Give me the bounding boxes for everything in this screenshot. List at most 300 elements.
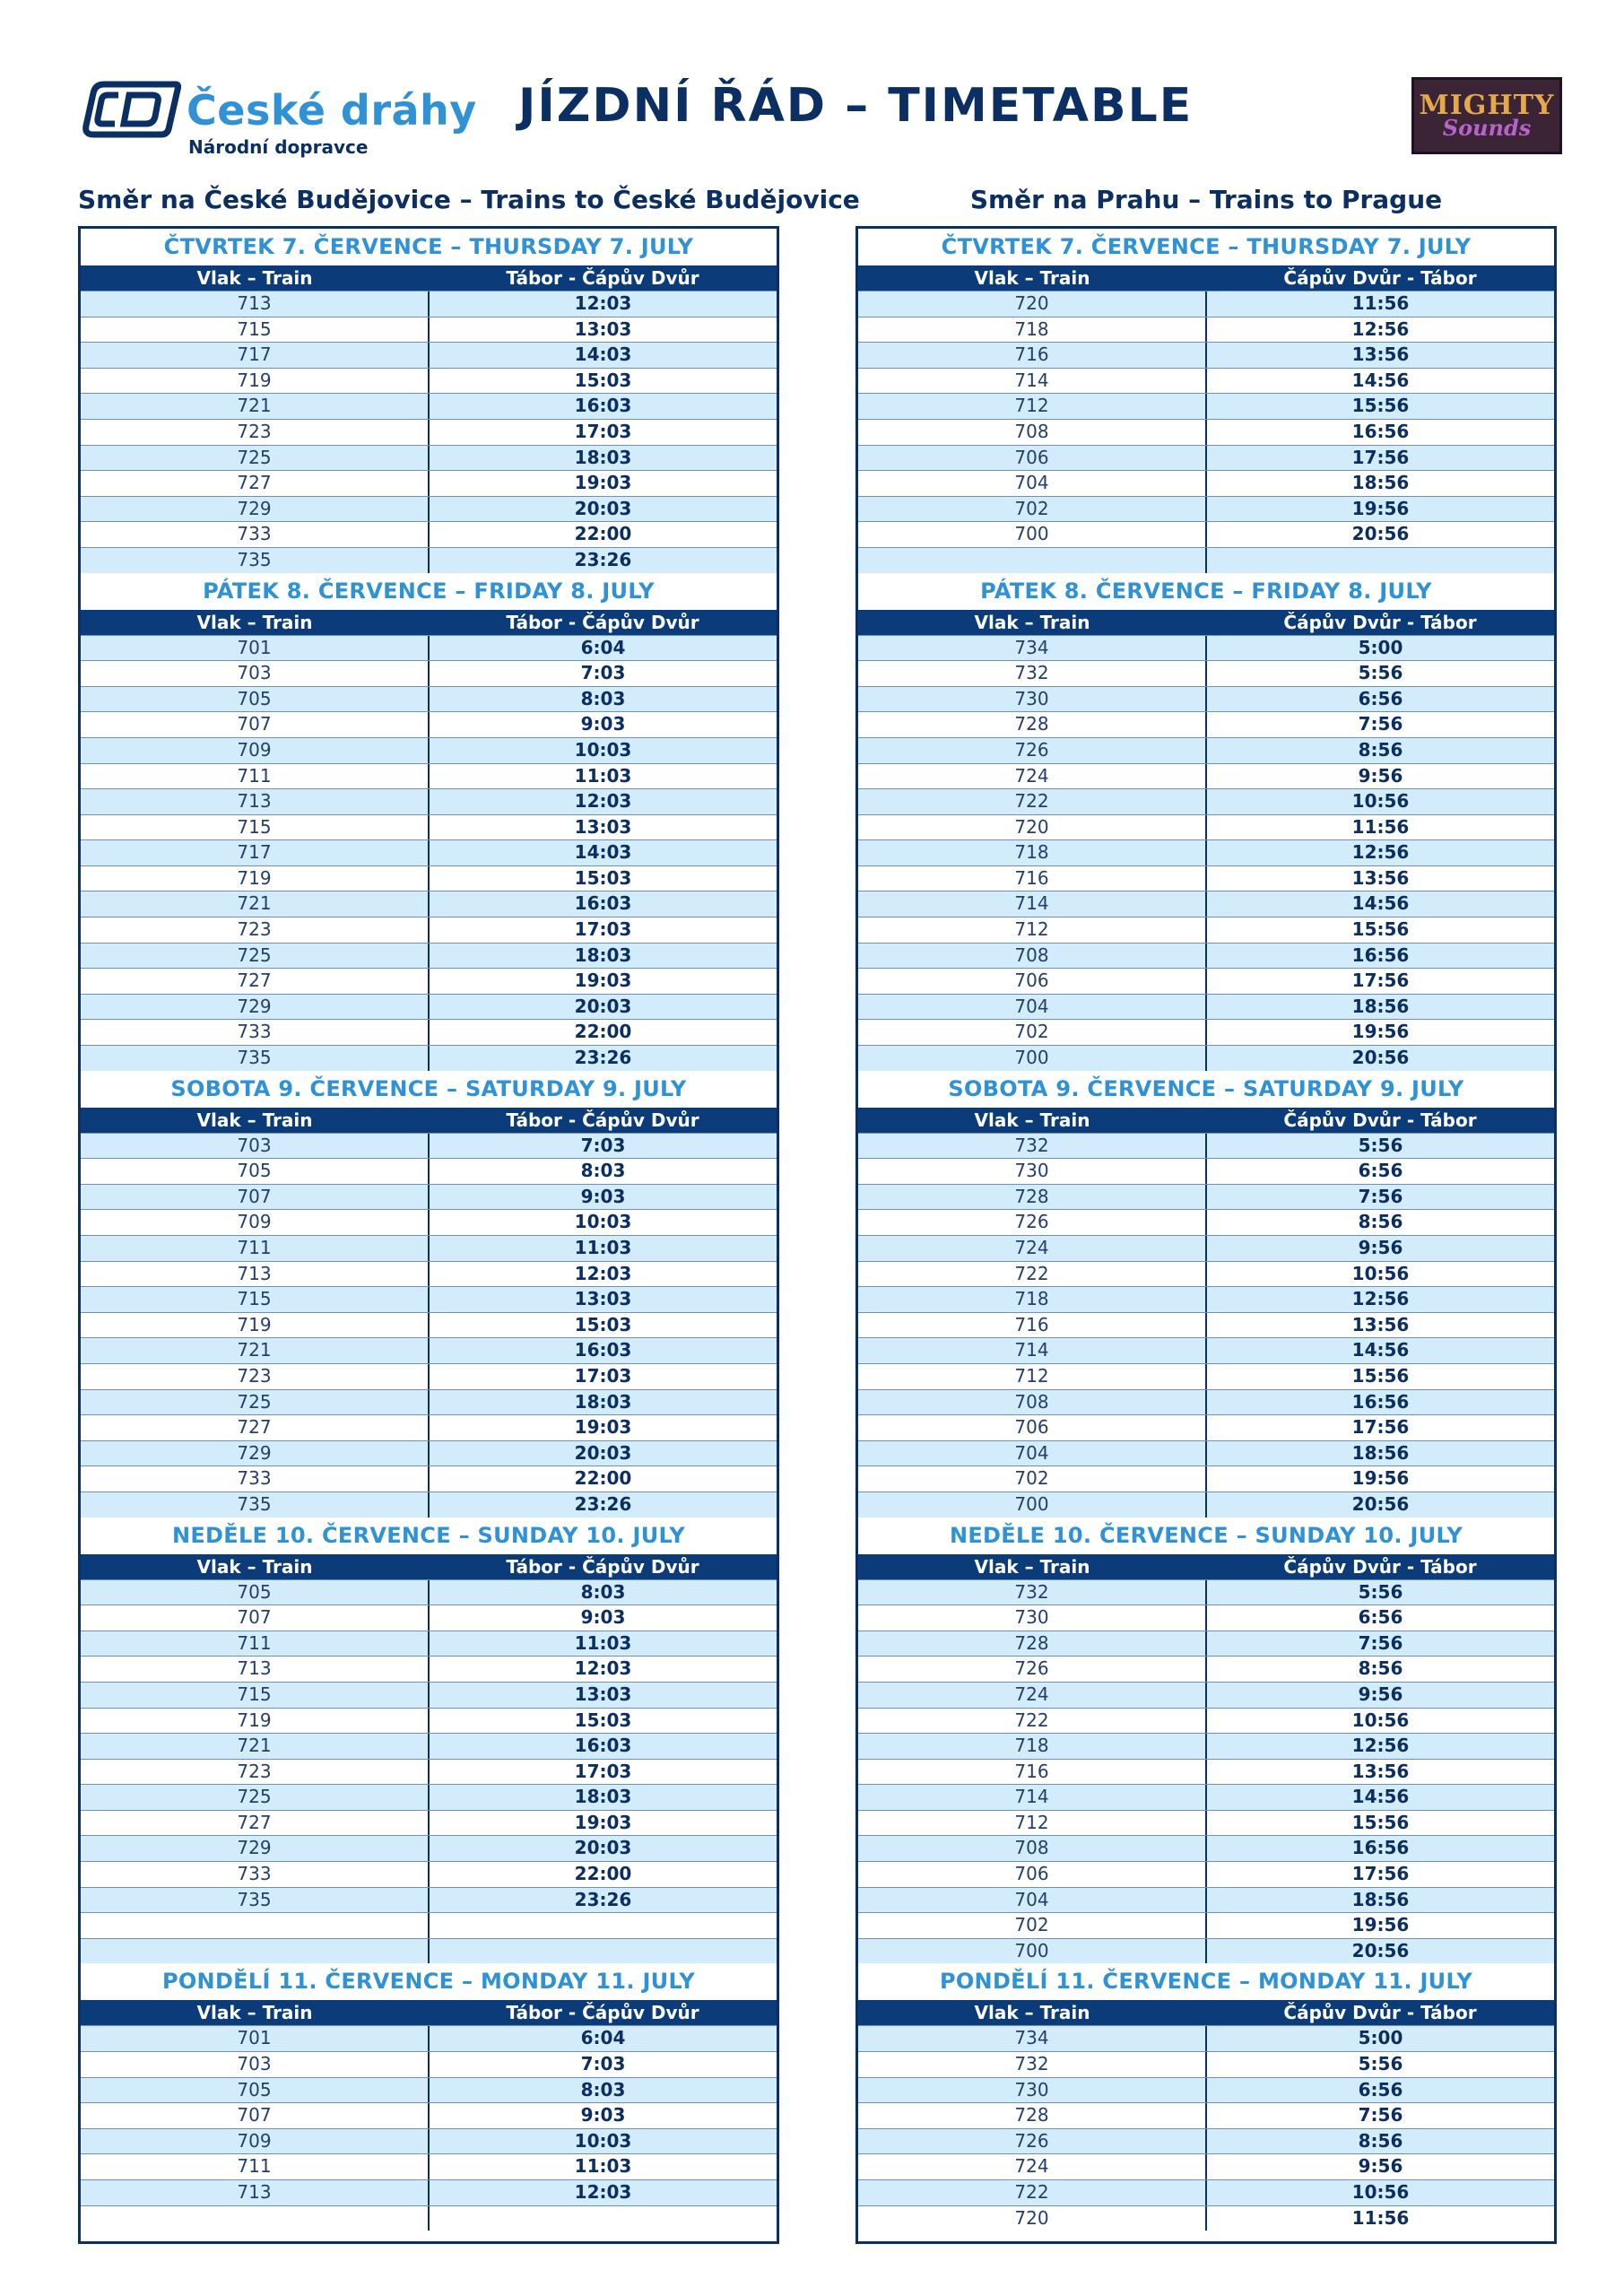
table-row bbox=[858, 788, 1554, 814]
table-row bbox=[81, 763, 777, 789]
table-row bbox=[858, 711, 1554, 737]
day-section bbox=[81, 229, 777, 573]
table-row bbox=[858, 1019, 1554, 1045]
departure-time: 15:03 bbox=[574, 369, 632, 391]
direction-right-title: Směr na Prahu – Trains to Prague bbox=[969, 185, 1443, 214]
departure-time: 7:56 bbox=[1358, 713, 1403, 735]
table-row bbox=[81, 2205, 777, 2231]
train-number: 725 bbox=[81, 944, 430, 969]
departure-time: 22:00 bbox=[574, 1021, 632, 1043]
departure-time: 14:56 bbox=[1351, 892, 1410, 915]
table-row bbox=[81, 943, 777, 969]
page-title: JÍZDNÍ ŘÁD – TIMETABLE bbox=[518, 79, 1194, 133]
header-route: Čápův Dvůr - Tábor bbox=[1283, 611, 1477, 633]
train-number: 712 bbox=[858, 918, 1207, 943]
departure-time: 19:56 bbox=[1351, 1021, 1410, 1043]
train-number: 711 bbox=[81, 1236, 430, 1261]
train-number: 708 bbox=[858, 944, 1207, 969]
table-row bbox=[858, 943, 1554, 969]
train-number: 702 bbox=[858, 1020, 1207, 1045]
departure-time: 15:56 bbox=[1351, 395, 1410, 417]
departure-time: 12:03 bbox=[574, 292, 632, 314]
table-row bbox=[81, 393, 777, 419]
departure-time: 7:03 bbox=[580, 662, 626, 684]
departure-time: 18:03 bbox=[574, 1786, 632, 1808]
train-number: 700 bbox=[858, 522, 1207, 547]
train-number: 728 bbox=[858, 1631, 1207, 1657]
table-row bbox=[858, 1579, 1554, 1605]
train-number: 724 bbox=[858, 1236, 1207, 1261]
departure-time: 13:56 bbox=[1351, 1760, 1410, 1782]
train-number: 708 bbox=[858, 1836, 1207, 1861]
table-row bbox=[81, 1912, 777, 1938]
train-number: 704 bbox=[858, 1888, 1207, 1913]
train-number: 703 bbox=[81, 2052, 430, 2077]
table-row bbox=[81, 737, 777, 763]
train-number: 705 bbox=[81, 1159, 430, 1184]
table-row bbox=[858, 2128, 1554, 2154]
train-number: 713 bbox=[81, 1262, 430, 1287]
table-row bbox=[81, 419, 777, 445]
departure-time: 5:56 bbox=[1358, 1134, 1403, 1156]
day-title: NEDĚLE 10. ČERVENCE – SUNDAY 10. JULY bbox=[949, 1522, 1463, 1548]
direction-left-title: Směr na České Budějovice – Trains to České Budějovice bbox=[78, 185, 860, 214]
departure-time bbox=[430, 2206, 777, 2231]
day-section bbox=[81, 1071, 777, 1518]
train-number: 722 bbox=[858, 2180, 1207, 2205]
header-route: Tábor - Čápův Dvůr bbox=[506, 1555, 699, 1578]
train-number: 723 bbox=[81, 1760, 430, 1785]
train-number: 730 bbox=[858, 2078, 1207, 2103]
train-number: 715 bbox=[81, 815, 430, 840]
train-number: 732 bbox=[858, 1580, 1207, 1605]
train-number: 702 bbox=[858, 1913, 1207, 1938]
festival-logo bbox=[1411, 77, 1562, 154]
table-row bbox=[81, 917, 777, 943]
table-row bbox=[858, 1887, 1554, 1913]
table-row bbox=[81, 2051, 777, 2077]
departure-time: 6:56 bbox=[1358, 687, 1403, 709]
table-row bbox=[858, 2153, 1554, 2179]
train-number: 735 bbox=[81, 1888, 430, 1913]
departure-time: 6:56 bbox=[1358, 1160, 1403, 1182]
table-row bbox=[858, 1861, 1554, 1887]
table-row bbox=[81, 1861, 777, 1887]
header-route: Tábor - Čápův Dvůr bbox=[506, 267, 699, 289]
table-row bbox=[81, 1184, 777, 1210]
departure-time: 11:03 bbox=[574, 1237, 632, 1258]
departure-time: 6:56 bbox=[1358, 2078, 1403, 2100]
train-number: 733 bbox=[81, 1862, 430, 1887]
table-row bbox=[81, 342, 777, 368]
column-header bbox=[858, 610, 1554, 635]
header-train: Vlak – Train bbox=[196, 1555, 313, 1578]
header-train: Vlak – Train bbox=[974, 1555, 1090, 1578]
train-number bbox=[81, 1913, 430, 1938]
table-row bbox=[81, 1631, 777, 1657]
train-number: 734 bbox=[858, 2026, 1207, 2051]
train-number: 715 bbox=[81, 1683, 430, 1708]
departure-time: 6:56 bbox=[1358, 1606, 1403, 1629]
train-number: 720 bbox=[858, 291, 1207, 317]
timetable-rows bbox=[858, 2025, 1554, 2231]
table-row bbox=[858, 686, 1554, 712]
departure-time: 13:03 bbox=[574, 815, 632, 838]
table-row bbox=[81, 1389, 777, 1415]
departure-time: 20:56 bbox=[1351, 1047, 1410, 1069]
train-number: 724 bbox=[858, 2154, 1207, 2179]
departure-time: 7:03 bbox=[580, 2053, 626, 2075]
train-number: 721 bbox=[81, 1734, 430, 1759]
train-number: 718 bbox=[858, 1734, 1207, 1759]
departure-time: 16:56 bbox=[1351, 420, 1410, 442]
departure-time: 16:03 bbox=[574, 1735, 632, 1757]
departure-time: 19:03 bbox=[574, 970, 632, 992]
train-number: 716 bbox=[858, 866, 1207, 891]
table-row bbox=[81, 2153, 777, 2179]
departure-time: 18:03 bbox=[574, 446, 632, 468]
festival-logo-line1: MIGHTY bbox=[1419, 90, 1555, 121]
header-train: Vlak – Train bbox=[196, 267, 313, 289]
column-header bbox=[858, 265, 1554, 291]
departure-time: 20:56 bbox=[1351, 523, 1410, 545]
table-row bbox=[81, 1682, 777, 1708]
timetable-column-left bbox=[78, 226, 779, 2244]
day-title: ČTVRTEK 7. ČERVENCE – THURSDAY 7. JULY bbox=[163, 234, 694, 259]
table-row bbox=[858, 2102, 1554, 2128]
departure-time: 19:03 bbox=[574, 472, 632, 494]
departure-time: 12:56 bbox=[1351, 1735, 1410, 1757]
day-title: PÁTEK 8. ČERVENCE – FRIDAY 8. JULY bbox=[203, 578, 655, 604]
departure-time: 20:03 bbox=[574, 995, 632, 1017]
train-number: 713 bbox=[81, 789, 430, 814]
column-header bbox=[81, 1108, 777, 1133]
departure-time: 18:03 bbox=[574, 1390, 632, 1413]
train-number: 728 bbox=[858, 1185, 1207, 1210]
departure-time: 9:56 bbox=[1358, 1237, 1403, 1258]
table-row bbox=[858, 1733, 1554, 1759]
day-section bbox=[858, 573, 1554, 1071]
departure-time: 18:56 bbox=[1351, 1441, 1410, 1464]
day-section bbox=[81, 1518, 777, 1964]
departure-time: 14:03 bbox=[574, 841, 632, 864]
departure-time: 14:56 bbox=[1351, 1339, 1410, 1361]
table-row bbox=[81, 788, 777, 814]
train-number: 734 bbox=[858, 636, 1207, 661]
table-row bbox=[858, 1209, 1554, 1235]
train-number bbox=[858, 548, 1207, 573]
departure-time: 13:03 bbox=[574, 1683, 632, 1705]
train-number: 712 bbox=[858, 1811, 1207, 1836]
table-row bbox=[81, 1579, 777, 1605]
train-number: 722 bbox=[858, 1709, 1207, 1734]
table-row bbox=[81, 891, 777, 917]
train-number: 733 bbox=[81, 1020, 430, 1045]
train-number: 721 bbox=[81, 394, 430, 419]
train-number: 719 bbox=[81, 866, 430, 891]
departure-time: 20:56 bbox=[1351, 1492, 1410, 1515]
table-row bbox=[81, 839, 777, 865]
train-number: 735 bbox=[81, 1492, 430, 1518]
train-number: 719 bbox=[81, 1313, 430, 1338]
departure-time: 8:03 bbox=[580, 2078, 626, 2100]
train-number: 735 bbox=[81, 1046, 430, 1071]
header-route: Čápův Dvůr - Tábor bbox=[1283, 267, 1477, 289]
table-row bbox=[858, 1363, 1554, 1389]
train-number: 723 bbox=[81, 918, 430, 943]
table-row bbox=[858, 445, 1554, 471]
table-row bbox=[858, 291, 1554, 317]
day-title: SOBOTA 9. ČERVENCE – SATURDAY 9. JULY bbox=[948, 1075, 1464, 1101]
column-header bbox=[858, 2000, 1554, 2025]
departure-time: 6:04 bbox=[580, 2027, 626, 2049]
header-route: Tábor - Čápův Dvůr bbox=[506, 1109, 699, 1131]
timetable-rows bbox=[858, 635, 1554, 1071]
table-row bbox=[81, 635, 777, 661]
column-header bbox=[858, 1554, 1554, 1579]
train-number: 714 bbox=[858, 1785, 1207, 1810]
day-section bbox=[858, 1963, 1554, 2231]
table-row bbox=[81, 1733, 777, 1759]
departure-time: 18:56 bbox=[1351, 472, 1410, 494]
table-row bbox=[81, 660, 777, 686]
departure-time: 23:26 bbox=[574, 1492, 632, 1515]
train-number: 703 bbox=[81, 1134, 430, 1159]
day-title: SOBOTA 9. ČERVENCE – SATURDAY 9. JULY bbox=[170, 1075, 687, 1101]
train-number: 733 bbox=[81, 522, 430, 547]
train-number: 711 bbox=[81, 2154, 430, 2179]
train-number: 729 bbox=[81, 497, 430, 522]
train-number: 713 bbox=[81, 1657, 430, 1682]
departure-time: 16:03 bbox=[574, 892, 632, 915]
train-number: 727 bbox=[81, 1811, 430, 1836]
train-number: 701 bbox=[81, 636, 430, 661]
departure-time: 20:03 bbox=[574, 1837, 632, 1859]
train-number: 728 bbox=[858, 712, 1207, 737]
table-row bbox=[858, 1312, 1554, 1338]
table-row bbox=[81, 686, 777, 712]
table-row bbox=[81, 1019, 777, 1045]
timetable-rows bbox=[81, 635, 777, 1071]
train-number: 705 bbox=[81, 2078, 430, 2103]
departure-time: 17:56 bbox=[1351, 446, 1410, 468]
departure-time: 20:03 bbox=[574, 497, 632, 519]
table-row bbox=[858, 763, 1554, 789]
table-row bbox=[858, 1938, 1554, 1964]
train-number: 706 bbox=[858, 446, 1207, 471]
train-number: 720 bbox=[858, 2206, 1207, 2231]
departure-time: 5:56 bbox=[1358, 2053, 1403, 2075]
cd-logo bbox=[75, 74, 477, 160]
table-row bbox=[858, 470, 1554, 496]
departure-time: 20:03 bbox=[574, 1441, 632, 1464]
train-number: 701 bbox=[81, 2026, 430, 2051]
table-row bbox=[81, 1235, 777, 1261]
table-row bbox=[858, 2077, 1554, 2103]
departure-time: 9:56 bbox=[1358, 764, 1403, 787]
departure-time: 10:03 bbox=[574, 1211, 632, 1233]
table-row bbox=[81, 1261, 777, 1287]
table-row bbox=[81, 994, 777, 1020]
departure-time: 22:00 bbox=[574, 523, 632, 545]
table-row bbox=[81, 1045, 777, 1071]
header-train: Vlak – Train bbox=[974, 2002, 1090, 2024]
train-number: 707 bbox=[81, 712, 430, 737]
table-row bbox=[81, 291, 777, 317]
departure-time: 15:56 bbox=[1351, 1364, 1410, 1387]
timetable-rows bbox=[858, 1579, 1554, 1964]
header-train: Vlak – Train bbox=[196, 1109, 313, 1131]
table-row bbox=[81, 2128, 777, 2154]
train-number: 720 bbox=[858, 815, 1207, 840]
departure-time: 9:56 bbox=[1358, 2155, 1403, 2178]
timetable-column-right bbox=[855, 226, 1557, 2244]
departure-time: 17:56 bbox=[1351, 1863, 1410, 1885]
departure-time: 8:56 bbox=[1358, 1657, 1403, 1680]
train-number: 727 bbox=[81, 471, 430, 496]
table-row bbox=[858, 368, 1554, 394]
departure-time: 14:56 bbox=[1351, 1786, 1410, 1808]
departure-time: 8:03 bbox=[580, 687, 626, 709]
table-row bbox=[81, 317, 777, 343]
table-row bbox=[858, 1337, 1554, 1363]
train-number: 700 bbox=[858, 1492, 1207, 1518]
timetable-rows bbox=[81, 2025, 777, 2231]
departure-time: 9:03 bbox=[580, 1606, 626, 1629]
train-number: 711 bbox=[81, 764, 430, 789]
train-number: 714 bbox=[858, 1338, 1207, 1363]
departure-time: 15:56 bbox=[1351, 918, 1410, 941]
table-row bbox=[858, 1133, 1554, 1159]
departure-time: 16:03 bbox=[574, 395, 632, 417]
train-number: 711 bbox=[81, 1631, 430, 1657]
train-number: 700 bbox=[858, 1939, 1207, 1964]
table-row bbox=[81, 1656, 777, 1682]
table-row bbox=[81, 1158, 777, 1184]
departure-time: 7:56 bbox=[1358, 2104, 1403, 2126]
departure-time: 8:03 bbox=[580, 1160, 626, 1182]
train-number: 714 bbox=[858, 369, 1207, 394]
departure-time: 12:03 bbox=[574, 2181, 632, 2203]
train-number: 708 bbox=[858, 1390, 1207, 1415]
departure-time: 12:56 bbox=[1351, 841, 1410, 864]
train-number: 704 bbox=[858, 995, 1207, 1020]
table-row bbox=[81, 1887, 777, 1913]
train-number: 706 bbox=[858, 969, 1207, 994]
timetable-rows bbox=[81, 1579, 777, 1964]
header-route: Čápův Dvůr - Tábor bbox=[1283, 2002, 1477, 2024]
table-row bbox=[81, 1312, 777, 1338]
train-number: 716 bbox=[858, 1760, 1207, 1785]
table-row bbox=[858, 547, 1554, 573]
train-number: 726 bbox=[858, 1657, 1207, 1682]
table-row bbox=[81, 2025, 777, 2051]
departure-time: 5:56 bbox=[1358, 662, 1403, 684]
table-row bbox=[81, 1414, 777, 1440]
table-row bbox=[81, 1810, 777, 1836]
train-number: 723 bbox=[81, 420, 430, 445]
table-row bbox=[81, 1133, 777, 1159]
table-row bbox=[858, 1465, 1554, 1492]
table-row bbox=[858, 1158, 1554, 1184]
table-row bbox=[858, 496, 1554, 522]
departure-time: 19:03 bbox=[574, 1811, 632, 1833]
header-train: Vlak – Train bbox=[974, 611, 1090, 633]
timetable-rows bbox=[81, 291, 777, 573]
table-row bbox=[81, 1492, 777, 1518]
departure-time: 19:56 bbox=[1351, 1914, 1410, 1936]
train-number: 707 bbox=[81, 1605, 430, 1631]
departure-time: 22:00 bbox=[574, 1467, 632, 1490]
header-route: Tábor - Čápův Dvůr bbox=[506, 611, 699, 633]
departure-time: 8:56 bbox=[1358, 738, 1403, 761]
departure-time: 16:56 bbox=[1351, 944, 1410, 966]
day-title: PÁTEK 8. ČERVENCE – FRIDAY 8. JULY bbox=[980, 578, 1432, 604]
header-train: Vlak – Train bbox=[196, 611, 313, 633]
table-row bbox=[858, 660, 1554, 686]
table-row bbox=[858, 1835, 1554, 1861]
table-row bbox=[81, 2077, 777, 2103]
table-row bbox=[81, 1465, 777, 1492]
train-number: 729 bbox=[81, 995, 430, 1020]
header-train: Vlak – Train bbox=[974, 267, 1090, 289]
cd-logo-icon bbox=[75, 77, 181, 142]
timetable-rows bbox=[858, 291, 1554, 573]
departure-time: 17:03 bbox=[574, 420, 632, 442]
train-number: 725 bbox=[81, 1785, 430, 1810]
table-row bbox=[858, 635, 1554, 661]
table-row bbox=[81, 1440, 777, 1466]
train-number: 730 bbox=[858, 1605, 1207, 1631]
page-header bbox=[0, 0, 1624, 179]
column-header bbox=[81, 265, 777, 291]
header-route: Tábor - Čápův Dvůr bbox=[506, 2002, 699, 2024]
table-row bbox=[81, 1363, 777, 1389]
train-number: 715 bbox=[81, 1287, 430, 1312]
departure-time: 19:03 bbox=[574, 1416, 632, 1439]
day-section bbox=[81, 573, 777, 1071]
train-number: 709 bbox=[81, 1210, 430, 1235]
column-header bbox=[81, 610, 777, 635]
departure-time bbox=[1207, 548, 1554, 573]
train-number: 726 bbox=[858, 2129, 1207, 2154]
table-row bbox=[858, 1708, 1554, 1734]
table-row bbox=[81, 521, 777, 547]
departure-time: 23:26 bbox=[574, 1888, 632, 1910]
table-row bbox=[858, 317, 1554, 343]
train-number: 705 bbox=[81, 1580, 430, 1605]
table-row bbox=[81, 547, 777, 573]
departure-time: 10:03 bbox=[574, 2129, 632, 2152]
train-number: 732 bbox=[858, 1134, 1207, 1159]
departure-time: 12:03 bbox=[574, 1262, 632, 1284]
departure-time: 8:56 bbox=[1358, 2129, 1403, 2152]
train-number: 707 bbox=[81, 1185, 430, 1210]
train-number bbox=[81, 1939, 430, 1964]
train-number: 709 bbox=[81, 2129, 430, 2154]
column-header bbox=[81, 1554, 777, 1579]
departure-time: 9:03 bbox=[580, 2104, 626, 2126]
departure-time: 14:03 bbox=[574, 344, 632, 366]
train-number: 732 bbox=[858, 661, 1207, 686]
train-number: 721 bbox=[81, 1338, 430, 1363]
departure-time: 17:56 bbox=[1351, 970, 1410, 992]
table-row bbox=[858, 393, 1554, 419]
train-number: 721 bbox=[81, 891, 430, 917]
table-row bbox=[858, 1759, 1554, 1785]
train-number: 733 bbox=[81, 1466, 430, 1492]
departure-time: 10:56 bbox=[1351, 2181, 1410, 2203]
